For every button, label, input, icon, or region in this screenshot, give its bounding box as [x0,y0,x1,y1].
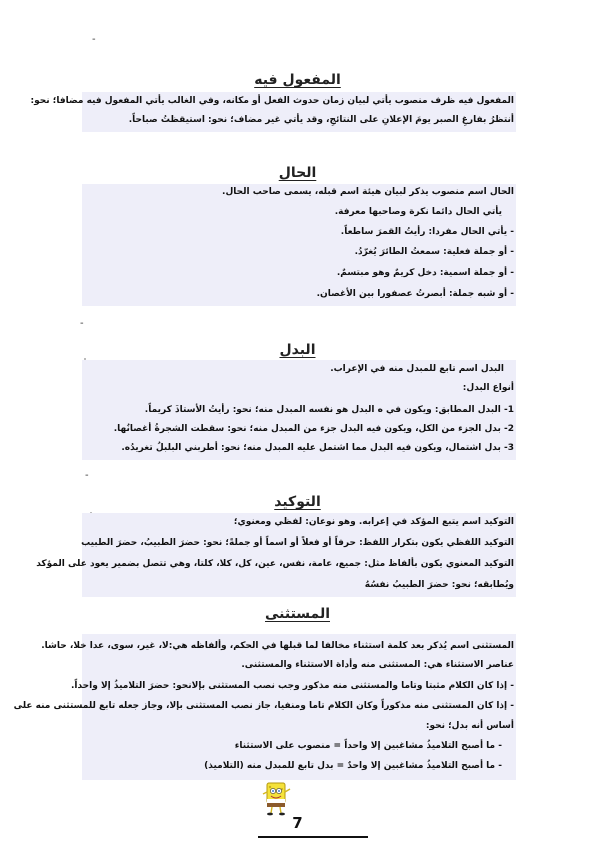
text-line: أساس أنه بدل؛ نحو: [425,721,514,731]
text-line: 1- البدل المطابق: ويكون في ه البدل هو نفسه المبدل منه؛ نحو: رأيتُ الأستاذَ كريماً. [144,405,514,415]
text-line: - ما أصبح التلاميذُ مشاغبين إلا واحدٌ = بدل تابع للمبدل منه (التلاميذ) [204,761,502,771]
dash-mark: - [85,470,89,481]
section-title-circumstantial: الحال [278,165,317,181]
text-line: أنتظرُ بفارغِ الصبر يومَ الإعلانِ على النتائجِ، وقد يأتي غير مضاف؛ نحو: استيقظتُ صباحاً. [128,115,514,125]
footer-divider [258,836,368,838]
text-line: أنواع البدل: [462,383,514,393]
section-box-emphasis [36,513,516,597]
text-line: التوكيد اللفظي يكون بتكرار اللفظ: حرفاً أو فعلاً أو اسماً أو جملةً؛ نحو: حضرَ الطبيبُ، حضرَ الطبيب [81,538,514,548]
dash-mark: - [80,318,84,329]
section-title-emphasis: التوكيد [274,494,321,510]
spongebob-clipart-icon [258,780,294,816]
text-line: - ما أصبح التلاميذُ مشاغبين إلا واحداً = منصوب على الاستثناء [234,741,502,751]
text-line: 3- بدل اشتمال، ويكون فيه البدل مما اشتمل عليه المبدل منه؛ نحو: أطربني البلبلُ تغريدُه. [121,443,514,453]
dash-mark: - [92,34,96,45]
text-line: - يأتي الحال مفردا: رأيتُ القمرَ ساطعاً. [340,227,514,237]
section-box-exception [13,634,516,780]
text-line: المفعول فيه ظرف منصوب يأتي لبيان زمان حدوث الفعل أو مكانه، وفي الغالب يأتي المفعول فيه مضافا؛ نحو: [30,96,514,106]
text-line: - أو شبه جملة: أبصرتُ عصفورا بين الأغصان. [316,289,514,299]
text-line: - أو جملة اسمية: دخل كريمٌ وهو مبتسمٌ. [336,268,514,278]
text-line: 2- بدل الجزء من الكل، ويكون فيه البدل جزء من المبدل منه؛ نحو: سقطت الشجرةُ أغصانُها. [113,424,514,434]
section-box-substitute [82,360,516,460]
text-line: - أو جملة فعلية: سمعتُ الطائرَ يُغرّدُ. [354,247,514,257]
section-box-circumstantial [82,184,516,306]
text-line: الحال اسم منصوب يذكر لبيان هيئة اسم قبله، يسمى صاحب الحال. [222,187,514,197]
text-line: المستثنى اسم يُذكر بعد كلمة استثناء مخالفا لما قبلها في الحكم، وألفاظه هي:لا، غير، سوى، عدا خلا، حاشا. [41,641,514,651]
section-box-object-of-circumstance [30,92,516,132]
section-title-object-of-circumstance: المفعول فيه [254,72,341,88]
text-line: عناصر الاستثناء هي: المستثنى منه وأداة الاستثناء والمستثنى. [241,660,514,670]
text-line: يأتي الحال دائما نكرة وصاحبها معرفة. [334,207,502,217]
text-line: - إذا كان المستثنى منه مذكوراً وكان الكلام تاما ومنفيا، جاز نصب المستثنى بإلا، وجاز جعله تابع للمستثنى منه على [13,701,514,711]
text-line: التوكيد اسم يتبع المؤكد في إعرابه. وهو نوعان: لفظي ومعنوي؛ [233,517,514,527]
section-title-exception: المستثنى [265,606,330,622]
text-line: التوكيد المعنوي يكون بألفاظ مثل: جميع، عامة، نفس، عين، كل، كلا، كلتا، وهي تتصل بضمير يعود على المؤكد [36,559,514,569]
text-line: ويُطابقه؛ نحو: حضرَ الطبيبُ نفسُهُ [364,580,514,590]
text-line: - إذا كان الكلام مثبتا وتاما والمستثنى منه مذكور وجب نصب المستثنى بإلانحو: حضرَ التلاميذُ إلا واحداً. [70,681,514,691]
text-line: البدل اسم تابع للمبدل منه في الإعراب. [330,364,504,374]
page-number: 7 [292,814,303,832]
section-title-substitute: البدل [279,342,316,358]
